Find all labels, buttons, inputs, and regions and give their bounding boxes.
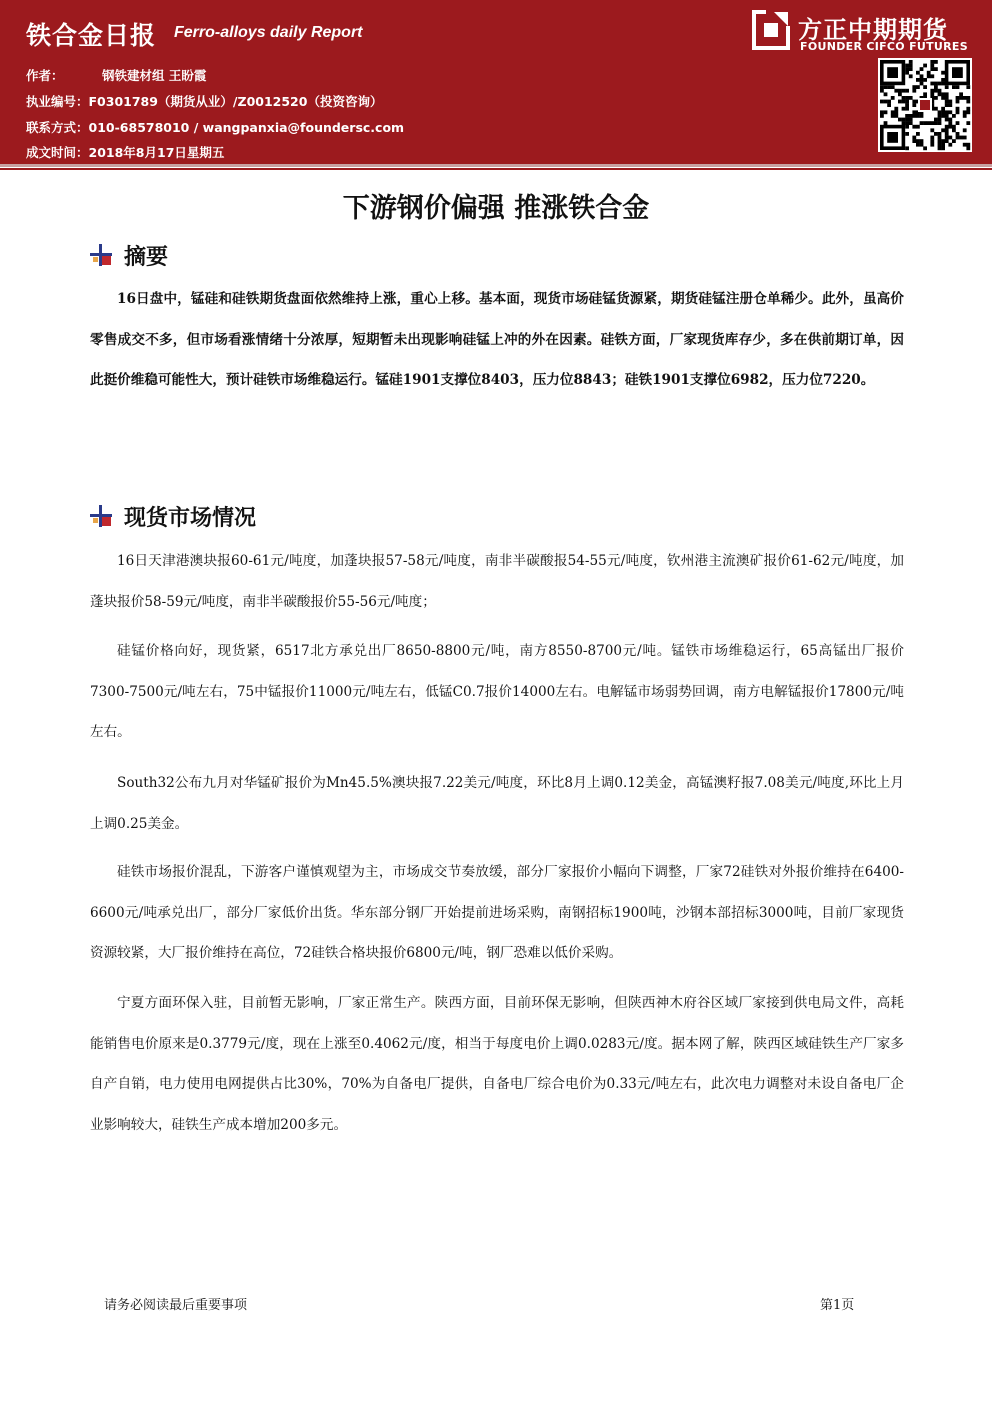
spot-paragraph-power-price: 宁夏方面环保入驻，目前暂无影响，厂家正常生产。陕西方面，目前环保无影响，但陕西神木府谷区域厂家接到供电局文件，高耗能销售电价原来是0.3779元/度，现在上涨至0.4062元/度，相当于每度电价上调0.0283元/度。据本网了解，陕西区域硅铁生产厂家多自产自销，电力使用电网提供占比30%，70%为自备电厂提供，自备电厂综合电价为0.33元/吨左右，此次电力调整对未设自备电厂企业影响较大，硅铁生产成本增加200多元。	[90, 995, 904, 1134]
report-title-en: Ferro-alloys daily Report	[174, 24, 363, 41]
spot-paragraph-ferrosilicon: 硅铁市场报价混乱，下游客户谨慎观望为主，市场成交节奏放缓，部分厂家报价小幅向下调整，厂家72硅铁对外报价维持在6400-6600元/吨承兑出厂，部分厂家低价出货。华东部分钢厂开始提前进场采购，南钢招标1900吨，沙钢本部招标3000吨，目前厂家现货资源较紧，大厂报价维持在高位，72硅铁合格块报价6800元/吨，钢厂恐难以低价采购。	[90, 864, 904, 962]
logo-text-cn: 方正中期期货	[798, 16, 948, 44]
contact-label: 联系方式：	[26, 120, 89, 135]
section-heading-text: 摘要	[124, 245, 169, 270]
section-bullet-icon	[90, 505, 112, 527]
report-title-cn: 铁合金日报	[26, 21, 157, 50]
summary-paragraph: 16日盘中，锰硅和硅铁期货盘面依然维持上涨，重心上移。基本面，现货市场硅锰货源紧，期货硅锰注册仓单稀少。此外，虽高价零售成交不多，但市场看涨情绪十分浓厚，短期暂未出现影响硅锰上冲的外在因素。硅铁方面，厂家现货库存少，多在供前期订单，因此挺价维稳可能性大，预计硅铁市场维稳运行。锰硅1901支撑位8403，压力位8843；硅铁1901支撑位6982，压力位7220。	[90, 291, 904, 389]
license-label: 执业编号：	[26, 94, 89, 109]
section-heading-text: 现货市场情况	[124, 506, 257, 531]
date-line	[26, 143, 224, 161]
footer-notice: 请务必阅读最后重要事项	[104, 1298, 248, 1313]
section-bullet-icon	[90, 244, 112, 266]
date-value: 2018年8月17日星期五	[88, 145, 225, 160]
author-line	[26, 66, 206, 84]
page-number: 第1页	[820, 1298, 855, 1313]
company-logo	[752, 10, 978, 54]
license-value: F0301789（期货从业）/Z0012520（投资咨询）	[88, 94, 383, 109]
author-value: 钢铁建材组 王盼霞	[102, 68, 207, 83]
report-header	[0, 0, 992, 164]
contact-value: 010-68578010 / wangpanxia@foundersc.com	[88, 120, 405, 135]
logo-mark-icon	[752, 10, 790, 50]
spot-paragraph-manganese-ore: 16日天津港澳块报60-61元/吨度，加蓬块报57-58元/吨度，南非半碳酸报54-55元/吨度，钦州港主流澳矿报价61-62元/吨度，加蓬块报价58-59元/吨度，南非半碳酸报价55-56元/吨度；	[90, 553, 904, 610]
contact-line	[26, 118, 404, 136]
spot-paragraph-south32: South32公布九月对华锰矿报价为Mn45.5%澳块报7.22美元/吨度，环比8月上调0.12美金，高锰澳籽报7.08美元/吨度,环比上月上调0.25美金。	[90, 775, 904, 832]
header-divider	[0, 164, 992, 167]
qr-code-icon	[878, 58, 972, 152]
spot-paragraph-silicomanganese: 硅锰价格向好，现货紧，6517北方承兑出厂8650-8800元/吨，南方8550-8700元/吨。锰铁市场维稳运行，65高锰出厂报价7300-7500元/吨左右，75中锰报价11000元/吨左右，低锰C0.7报价14000左右。电解锰市场弱势回调，南方电解锰报价17800元/吨左右。	[90, 643, 904, 741]
main-title: 下游钢价偏强 推涨铁合金	[342, 193, 650, 224]
header-divider-dark	[0, 168, 992, 170]
license-line	[26, 92, 382, 110]
date-label: 成文时间：	[26, 145, 89, 160]
logo-text-en: FOUNDER CIFCO FUTURES	[800, 40, 968, 53]
author-label: 作者：	[26, 68, 64, 83]
